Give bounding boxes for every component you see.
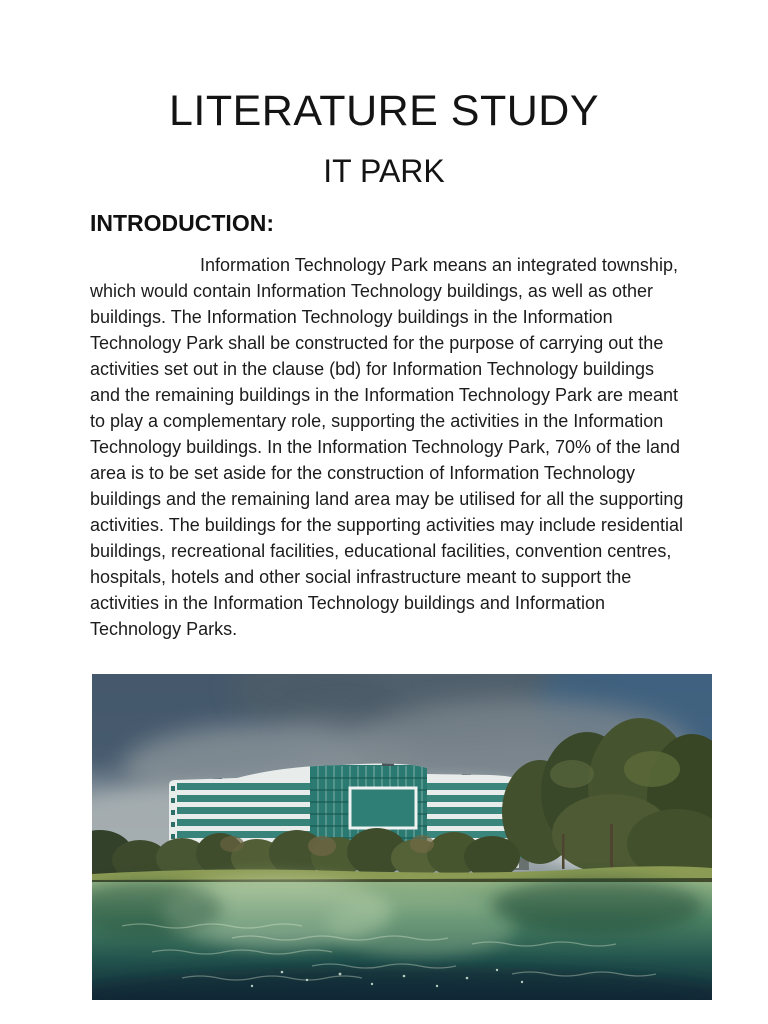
it-park-photo — [92, 674, 712, 1000]
lake — [92, 876, 712, 1000]
tree-reflection — [492, 878, 702, 934]
document-subtitle: IT PARK — [323, 153, 445, 189]
it-park-photo-graphic — [92, 674, 712, 1000]
introduction-paragraph: Information Technology Park means an integrated township, which would contain Information Technology buildings, as well as other buildings. The Information Technology buildings in the Information Technology Park shall be constructed for the purpose of carrying out the activities set out in the clause (bd) for Information Technology buildings and the remaining buildings in the Information Technology Park are meant to play a complementary role, supporting the activities in the Information Technology buildings. In the Information Technology Park, 70% of the land area is to be set aside for the construction of Information Technology buildings and the remaining land area may be utilised for all the supporting activities. The buildings for the supporting activities may include residential buildings, recreational facilities, educational facilities, convention centres, hospitals, hotels and other social infrastructure meant to support the activities in the Information Technology buildings and Information Technology Parks. — [90, 255, 684, 639]
inset-glass-panel — [350, 788, 416, 828]
introduction-heading: INTRODUCTION: — [90, 210, 274, 236]
document-title: LITERATURE STUDY — [168, 87, 600, 135]
